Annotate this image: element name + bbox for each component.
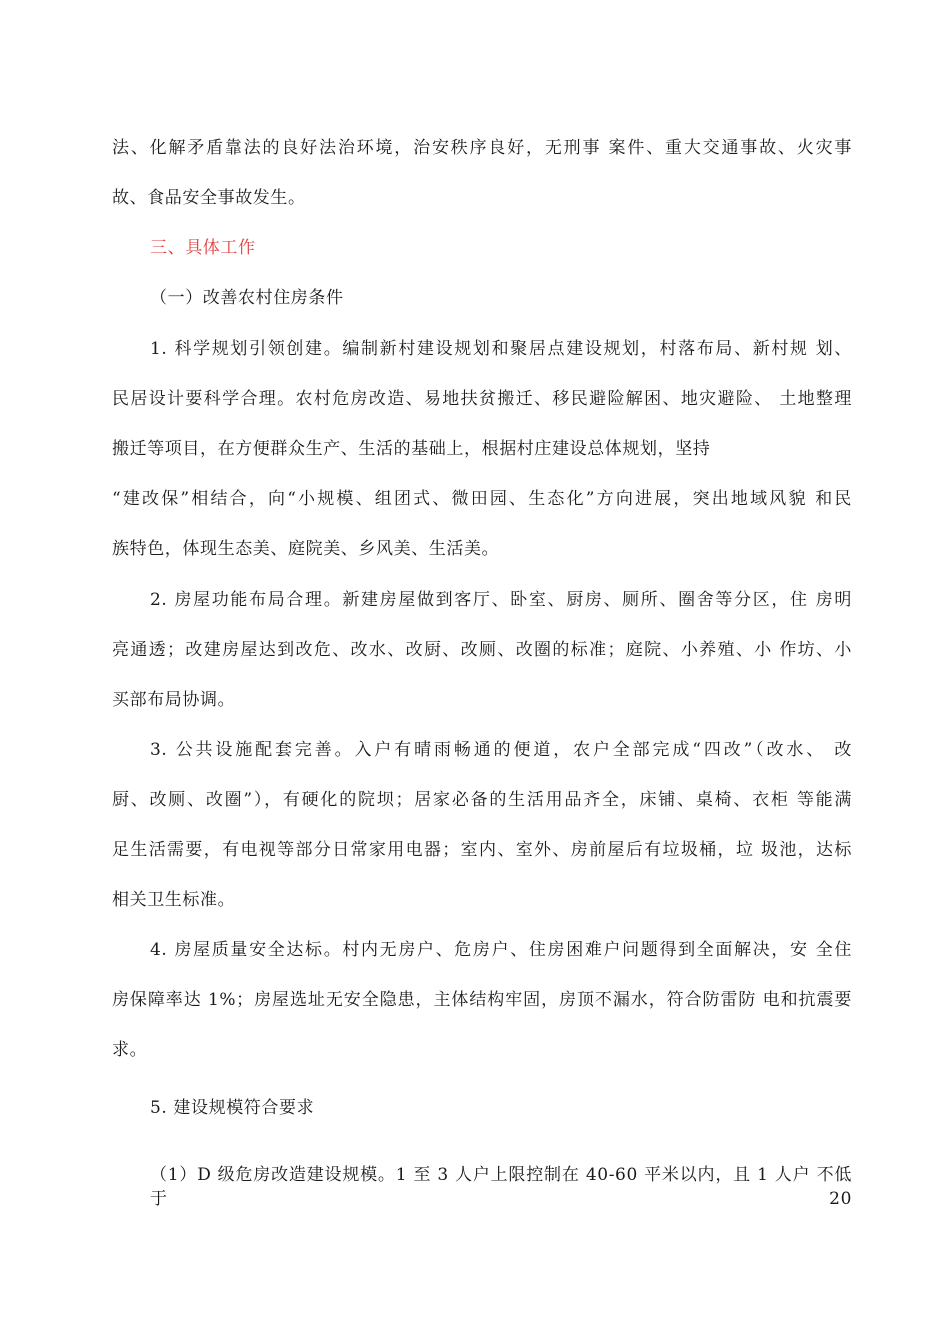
paragraph-line: 厨、改厕、改圈”），有硬化的院坝；居家必备的生活用品齐全，床铺、桌椅、衣柜 等能满 <box>112 790 852 810</box>
paragraph-line: 相关卫生标准。 <box>112 890 236 910</box>
paragraph-line: 房保障率达 1%；房屋选址无安全隐患，主体结构牢固，房顶不漏水，符合防雷防 电和抗震要 <box>112 990 852 1010</box>
paragraph-line: “建改保”相结合，向“小规模、组团式、微田园、生态化”方向进展，突出地域风貌 和民 <box>112 489 852 509</box>
paragraph-line: 法、化解矛盾靠法的良好法治环境，治安秩序良好，无刑事 案件、重大交通事故、火灾事 <box>112 138 852 158</box>
paragraph-line: 族特色，体现生态美、庭院美、乡风美、生活美。 <box>112 539 500 559</box>
paragraph-line: 亮通透；改建房屋达到改危、改水、改厨、改厕、改圈的标准；庭院、小养殖、小 作坊、小 <box>112 640 852 660</box>
paragraph-line: 2. 房屋功能布局合理。新建房屋做到客厅、卧室、厨房、厕所、圈舍等分区，住 房明 <box>150 590 852 610</box>
paragraph-line: 民居设计要科学合理。农村危房改造、易地扶贫搬迁、移民避险解困、地灾避险、 土地整理 <box>112 389 852 409</box>
list-item-heading: 5. 建设规模符合要求 <box>150 1098 315 1118</box>
paragraph-line: 买部布局协调。 <box>112 690 236 710</box>
paragraph-line: 足生活需要，有电视等部分日常家用电器；室内、室外、房前屋后有垃圾桶，垃 圾池，达标 <box>112 840 852 860</box>
paragraph-line: 求。 <box>112 1040 148 1060</box>
subsection-heading: （一）改善农村住房条件 <box>150 288 344 308</box>
paragraph-line: 1. 科学规划引领创建。编制新村建设规划和聚居点建设规划，村落布局、新村规 划、 <box>150 339 852 359</box>
paragraph-line: 3. 公共设施配套完善。入户有晴雨畅通的便道，农户全部完成“四改”（改水、 改 <box>150 740 852 760</box>
section-heading: 三、具体工作 <box>150 238 256 258</box>
paragraph-line: 故、食品安全事故发生。 <box>112 188 306 208</box>
paragraph-line: 4. 房屋质量安全达标。村内无房户、危房户、住房困难户问题得到全面解决，安 全住 <box>150 940 852 960</box>
paragraph-line: 搬迁等项目，在方便群众生产、生活的基础上，根据村庄建设总体规划，坚持 <box>112 439 711 459</box>
paragraph-line: （1）D 级危房改造建设规模。1 至 3 人户上限控制在 40-60 平米以内，且 1 人户 不低于 20 <box>150 1165 852 1209</box>
